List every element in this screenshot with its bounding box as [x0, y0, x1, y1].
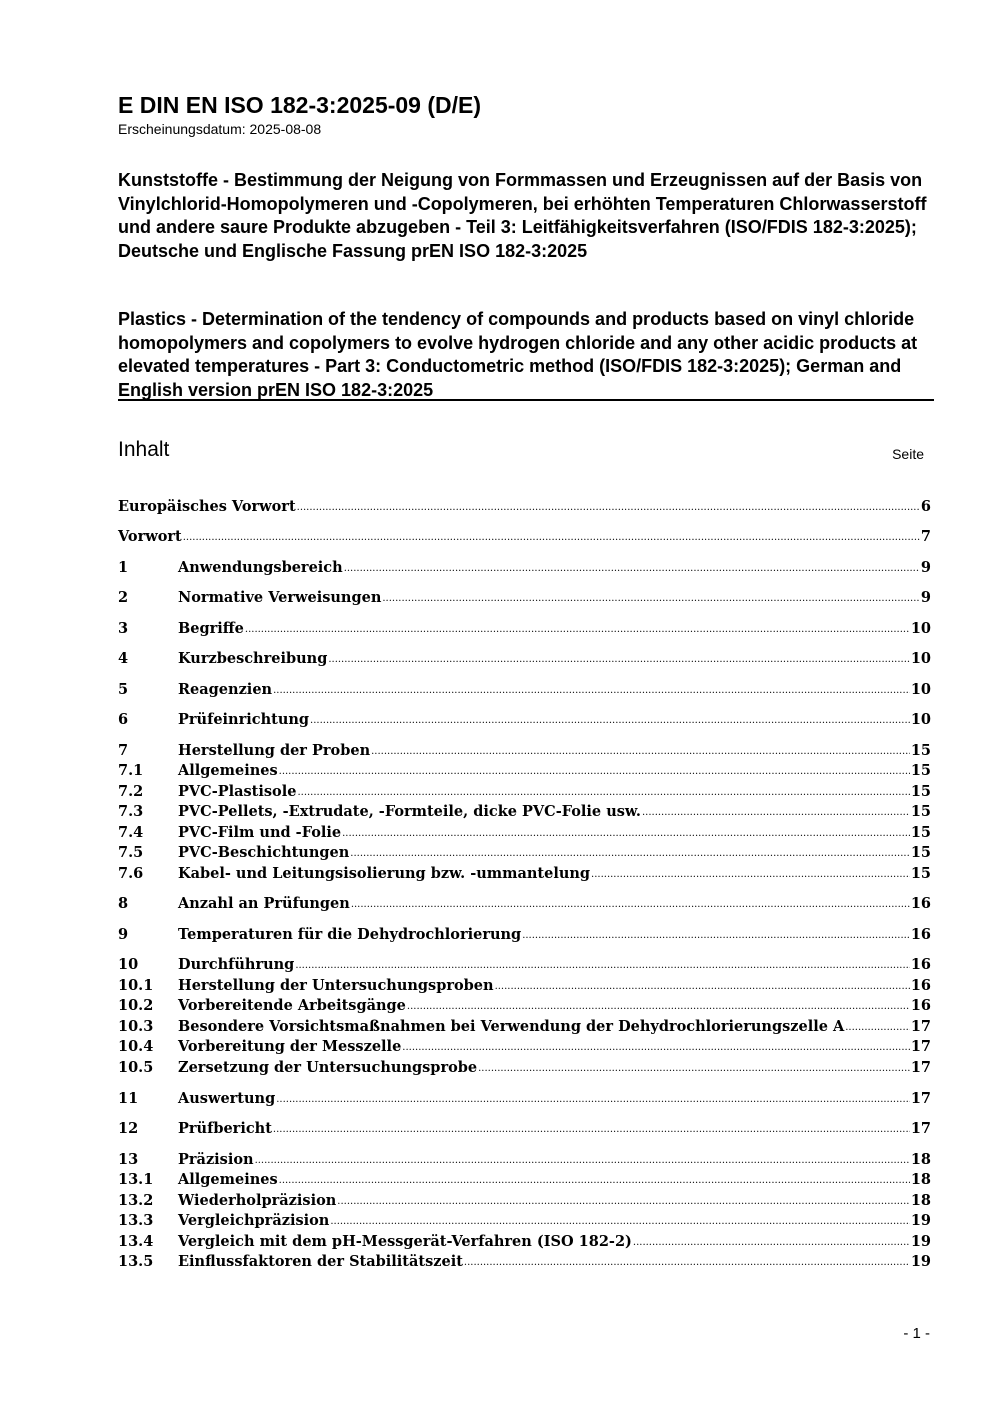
- toc-entry[interactable]: [118, 678, 931, 698]
- toc-entry-number: 10: [118, 956, 139, 973]
- toc-entry-number: 3: [118, 620, 129, 637]
- toc-entry-title: Präzision: [178, 1151, 254, 1168]
- toc-entry-page: 15: [910, 762, 931, 779]
- toc-entry-page: 19: [910, 1212, 931, 1229]
- toc-dot-leader: [351, 892, 910, 912]
- toc-entry-title: Europäisches Vorwort: [118, 498, 296, 515]
- toc-entry-title: Kabel- und Leitungsisolierung bzw. -ummantelung: [178, 865, 591, 882]
- toc-entry-number: 13.4: [118, 1233, 154, 1250]
- toc-entry-page: 16: [910, 977, 931, 994]
- toc-dot-leader: [297, 780, 909, 800]
- toc-entry-title: Zersetzung der Untersuchungsprobe: [178, 1059, 478, 1076]
- toc-dot-leader: [297, 495, 920, 515]
- title-english: Plastics - Determination of the tendency of compounds and products based on vinyl chloride homopolymers and copolymers to evolve hydrogen chloride and any other acidic products at elevated temperatures - Part 3: Conductometric method (ISO/FDIS 182-3:2025); German and English version prEN ISO 182-3:2025: [118, 309, 918, 400]
- toc-entry[interactable]: [118, 556, 931, 576]
- toc-dot-leader: [183, 525, 920, 545]
- toc-entry[interactable]: [118, 586, 931, 606]
- toc-dot-leader: [350, 841, 910, 861]
- toc-entry-page: 7: [920, 528, 931, 545]
- toc-entry-title: Vergleichpräzision: [178, 1212, 330, 1229]
- toc-entry[interactable]: [118, 495, 931, 515]
- toc-entry[interactable]: [118, 1015, 931, 1035]
- toc-entry-page: 19: [910, 1233, 931, 1250]
- toc-entry[interactable]: [118, 1087, 931, 1107]
- toc-entry-title: PVC-Plastisole: [178, 783, 297, 800]
- toc-entry-page: 15: [910, 824, 931, 841]
- toc-entry-page: 16: [910, 956, 931, 973]
- toc-entry-number: 2: [118, 589, 129, 606]
- toc-entry-title: Allgemeines: [178, 1171, 278, 1188]
- toc-heading: Inhalt: [118, 438, 170, 461]
- title-german: Kunststoffe - Bestimmung der Neigung von Formmassen und Erzeugnissen auf der Basis von Vinylchlorid-Homopolymeren und -Copolymeren, bei erhöhten Temperaturen Chlorwasserstoff und andere saure Produkte abzugeben - Teil 3: Leitfähigkeitsverfahren (ISO/FDIS 182-3:2025); Deutsche und Englische Fassung prEN ISO 182-3:2025: [118, 170, 927, 261]
- publication-date: Erscheinungsdatum: 2025-08-08: [118, 121, 322, 137]
- toc-entry[interactable]: [118, 739, 931, 759]
- toc-entry[interactable]: [118, 1230, 931, 1250]
- toc-entry-page: 9: [920, 559, 931, 576]
- toc-entry-title: Vergleich mit dem pH-Messgerät-Verfahren (ISO 182-2): [178, 1233, 632, 1250]
- toc-dot-leader: [337, 1189, 910, 1209]
- toc-entry-number: 7.4: [118, 824, 144, 841]
- toc-entry-title: Temperaturen für die Dehydrochlorierung: [178, 926, 522, 943]
- toc-entry-number: 8: [118, 895, 129, 912]
- toc-entry-title: Vorwort: [118, 528, 182, 545]
- toc-entry-number: 11: [118, 1090, 139, 1107]
- toc-dot-leader: [330, 1209, 909, 1229]
- toc-entry[interactable]: [118, 647, 931, 667]
- toc-entry[interactable]: [118, 1056, 931, 1076]
- toc-dot-leader: [344, 556, 920, 576]
- toc-dot-leader: [273, 1117, 910, 1137]
- toc-entry-title: Herstellung der Untersuchungsproben: [178, 977, 494, 994]
- toc-entry-page: 19: [910, 1253, 931, 1270]
- toc-entry-number: 7.1: [118, 762, 144, 779]
- toc-dot-leader: [328, 647, 909, 667]
- toc-entry-page: 15: [910, 844, 931, 861]
- page-number: - 1 -: [903, 1325, 930, 1342]
- toc-entry-page: 6: [920, 498, 931, 515]
- toc-entry-title: Prüfeinrichtung: [178, 711, 310, 728]
- toc-entry-page: 17: [910, 1018, 931, 1035]
- toc-entry[interactable]: [118, 1148, 931, 1168]
- toc-entry-title: Auswertung: [178, 1090, 276, 1107]
- document-header: [118, 90, 934, 138]
- toc-entry[interactable]: [118, 892, 931, 912]
- toc-entry[interactable]: [118, 780, 931, 800]
- toc-entry-number: 13: [118, 1151, 139, 1168]
- toc-dot-leader: [402, 1035, 910, 1055]
- toc-dot-leader: [371, 739, 910, 759]
- toc-entry-title: Prüfbericht: [178, 1120, 272, 1137]
- toc-entry-number: 7.2: [118, 783, 144, 800]
- toc-entry-title: Vorbereitung der Messzelle: [178, 1038, 402, 1055]
- toc-dot-leader: [279, 1168, 910, 1188]
- toc-entry-page: 9: [920, 589, 931, 606]
- toc-entry-title: Vorbereitende Arbeitsgänge: [178, 997, 406, 1014]
- toc-entry-title: Wiederholpräzision: [178, 1192, 337, 1209]
- toc-dot-leader: [522, 923, 910, 943]
- toc-dot-leader: [342, 821, 910, 841]
- toc-entry[interactable]: [118, 1250, 931, 1270]
- toc-dot-leader: [276, 1087, 910, 1107]
- toc-page-label: Seite: [892, 446, 924, 462]
- toc-entry-number: 12: [118, 1120, 139, 1137]
- toc-entry-page: 15: [910, 865, 931, 882]
- toc-entry-title: Herstellung der Proben: [178, 742, 371, 759]
- toc-entry-number: 6: [118, 711, 129, 728]
- toc-dot-leader: [279, 759, 910, 779]
- document-number: E DIN EN ISO 182-3:2025-09 (D/E): [118, 92, 482, 118]
- toc-entry-title: Anwendungsbereich: [178, 559, 343, 576]
- toc-entry-number: 10.1: [118, 977, 154, 994]
- toc-entry[interactable]: [118, 800, 931, 820]
- toc-dot-leader: [478, 1056, 910, 1076]
- toc-entry-page: 17: [910, 1038, 931, 1055]
- toc-dot-leader: [245, 617, 910, 637]
- toc-dot-leader: [591, 862, 910, 882]
- toc-entry-title: Anzahl an Prüfungen: [178, 895, 350, 912]
- toc-entry-title: Kurzbeschreibung: [178, 650, 328, 667]
- toc-entry-number: 1: [118, 559, 129, 576]
- toc-entry-number: 7.3: [118, 803, 144, 820]
- toc-entry-number: 9: [118, 926, 129, 943]
- toc-entry[interactable]: [118, 1189, 931, 1209]
- toc-entry-number: 10.4: [118, 1038, 154, 1055]
- toc-entry-title: PVC-Pellets, -Extrudate, -Formteile, dicke PVC-Folie usw.: [178, 803, 641, 820]
- toc-entry[interactable]: [118, 759, 931, 779]
- toc-dot-leader: [495, 974, 910, 994]
- toc-dot-leader: [295, 953, 910, 973]
- toc-entry-number: 7.5: [118, 844, 144, 861]
- toc-entry-page: 16: [910, 997, 931, 1014]
- title-divider: [118, 399, 934, 401]
- toc-entry-number: 10.3: [118, 1018, 154, 1035]
- toc-entry-number: 7.6: [118, 865, 144, 882]
- toc-entry[interactable]: [118, 1035, 931, 1055]
- toc-entry-page: 18: [910, 1192, 931, 1209]
- toc-entry-page: 18: [910, 1171, 931, 1188]
- toc-entry-number: 13.5: [118, 1253, 154, 1270]
- toc-entry[interactable]: [118, 1117, 931, 1137]
- toc-dot-leader: [642, 800, 910, 820]
- toc-entry-title: Normative Verweisungen: [178, 589, 382, 606]
- toc-entry-number: 7: [118, 742, 129, 759]
- toc-dot-leader: [464, 1250, 910, 1270]
- toc-entry-number: 13.3: [118, 1212, 154, 1229]
- toc-dot-leader: [382, 586, 920, 606]
- toc-entry[interactable]: [118, 862, 931, 882]
- toc-dot-leader: [255, 1148, 910, 1168]
- toc-entry-number: 4: [118, 650, 129, 667]
- toc-entry[interactable]: [118, 953, 931, 973]
- toc-dot-leader: [633, 1230, 910, 1250]
- toc-entry-page: 16: [910, 895, 931, 912]
- toc-entry[interactable]: [118, 994, 931, 1014]
- toc-entry-title: Reagenzien: [178, 681, 273, 698]
- toc-entry[interactable]: [118, 708, 931, 728]
- toc-entry-page: 17: [910, 1120, 931, 1137]
- toc-entry[interactable]: [118, 821, 931, 841]
- toc-entry-page: 15: [910, 742, 931, 759]
- toc-entry-page: 10: [910, 681, 931, 698]
- toc-entry-number: 13.1: [118, 1171, 154, 1188]
- toc-dot-leader: [273, 678, 910, 698]
- toc-entry-title: Einflussfaktoren der Stabilitätszeit: [178, 1253, 463, 1270]
- toc-entry-title: Besondere Vorsichtsmaßnahmen bei Verwendung der Dehydrochlorierungszelle A: [178, 1018, 845, 1035]
- toc-entry[interactable]: [118, 1168, 931, 1188]
- toc-dot-leader: [845, 1015, 910, 1035]
- toc-entry-page: 10: [910, 711, 931, 728]
- toc-entry-title: PVC-Film und -Folie: [178, 824, 342, 841]
- toc-entry-number: 5: [118, 681, 129, 698]
- toc-entry-title: Allgemeines: [178, 762, 278, 779]
- toc-entry-page: 15: [910, 783, 931, 800]
- toc-entry[interactable]: [118, 525, 931, 545]
- toc-dot-leader: [407, 994, 910, 1014]
- toc-entry-title: Durchführung: [178, 956, 295, 973]
- toc-entry-number: 10.5: [118, 1059, 154, 1076]
- toc-entry-title: Begriffe: [178, 620, 244, 637]
- toc-entry-number: 13.2: [118, 1192, 154, 1209]
- toc-entry-page: 17: [910, 1059, 931, 1076]
- toc-entry-page: 16: [910, 926, 931, 943]
- toc-entry-number: 10.2: [118, 997, 154, 1014]
- toc-entry-page: 10: [910, 620, 931, 637]
- toc-entry-page: 10: [910, 650, 931, 667]
- toc-entry[interactable]: [118, 617, 931, 637]
- toc-entry[interactable]: [118, 1209, 931, 1229]
- toc-entry[interactable]: [118, 974, 931, 994]
- toc-entry[interactable]: [118, 923, 931, 943]
- toc-entry[interactable]: [118, 841, 931, 861]
- toc-entry-page: 18: [910, 1151, 931, 1168]
- toc-entry-page: 15: [910, 803, 931, 820]
- toc-entry-page: 17: [910, 1090, 931, 1107]
- toc-dot-leader: [310, 708, 910, 728]
- toc-entry-title: PVC-Beschichtungen: [178, 844, 350, 861]
